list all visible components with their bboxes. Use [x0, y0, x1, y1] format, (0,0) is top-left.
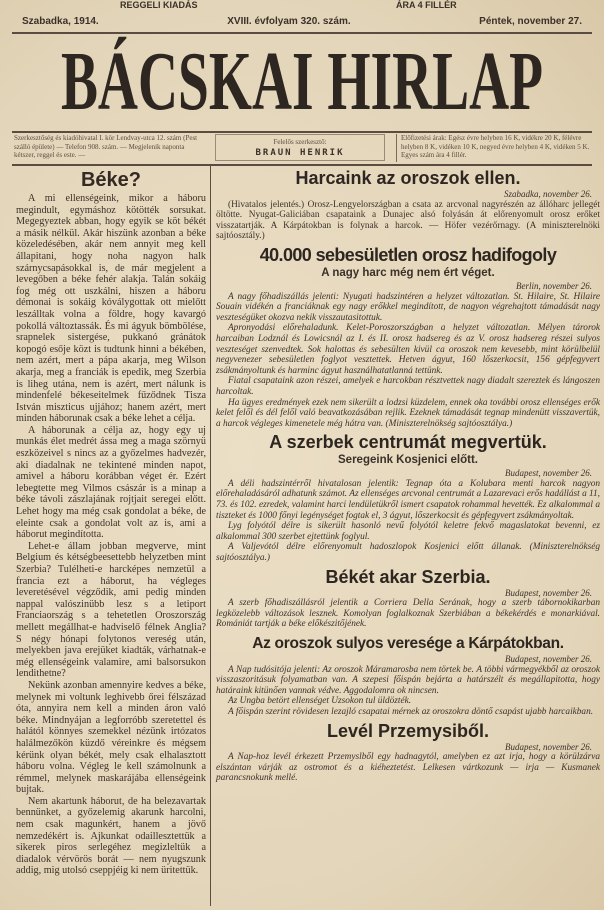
article-headline: Levél Przemysiből.: [326, 720, 490, 741]
edition-label: REGGELI KIADÁS: [120, 0, 198, 10]
price-label: ÁRA 4 FILLÉR: [396, 0, 457, 10]
masthead-title: BÁCSKAI HIRLAP: [60, 35, 544, 128]
paragraph: Az Ungba betört ellenséget Uzsokon tul üldözték.: [228, 696, 412, 707]
editor-label: Felelős szerkesztő:: [273, 138, 327, 146]
issue-date: Péntek, november 27.: [479, 16, 582, 27]
divider: [12, 164, 592, 166]
news-article: [216, 721, 600, 784]
article-dateline: Budapest, november 26.: [505, 587, 592, 598]
news-article: [216, 432, 600, 563]
subscription-prices: Előfizetési árak: Egész évre helyben 16 K, vidékre 20 K, félévre helyben 8 K, vidéken 10 K, negyed évre helyben 4 K, vidéken 5 K. Egyes szám ára 4 fillér.: [396, 134, 592, 162]
news-article: [216, 567, 600, 630]
article-dateline: Budapest, november 26.: [505, 468, 592, 479]
paragraph: A háborunak a célja az, hogy egy uj munkás élet medrét ássa meg a maga szörnyü eszközeivel s nincs az a győzelmes hadvezér, aki diadalnak ne tekintené minden napot, amivel a háboru korábban véget ér. Ezért lebegtette meg Vilmos császár is a minap a béke távoli zászlajának rojtjait seregei előtt. Lehet hogy ma még csak gondolat a béke, de eleinte csak a gondolat volt az is, ami a háborut megindította.: [16, 424, 206, 541]
paragraph: A mi ellenségeink, mikor a háboru megindult, egymáshoz kötötték sorsukat. Megegyeztek abban, hogy egyik se köt békét a másik nélkül. Akár hiszünk azonban a béke közeledésében, akár nem annyit meg kell állapitani, hogy noha nagyon halk szárnycsapásokkal is, de már megjelent a levegőben a béke fehér alakja. Talán sokáig fog még ott uszkálni, hiszen a háboru démonai is sokáig kóválygottak ott mielőtt leszálltak volna a földre, hogy kavargó pokollá változtassák. És mi ágyuk bömbölése, srapnelek sistergése, pukkanó gránátok kopogó esője közt is tudtunk hinni a békében, nem azért, mert a pápa akarja, meg Wilson akarja, meg a franciák is epedik, meg Szerbia is liheg utána, nem is azért, mert nálunk is mindenfelé békeseitelmek fűződnek Tisza István miszticus ujjához; hanem azért, mert minden háborunak csak a béke lehet a célja.: [16, 193, 206, 425]
editorial-title: Béke?: [80, 169, 142, 191]
news-article: [216, 168, 600, 242]
top-line: [0, 0, 604, 12]
paragraph: Lyg folyótól délre is sikerült hasonló nevű folyótól keletre fekvő magaslatokat bevenni, ez alkalommal 300 szerbet ejtettünk foglyul.: [216, 521, 600, 542]
article-headline: Harcaink az oroszok ellen.: [295, 168, 521, 188]
imprint-office: Szerkesztőség és kiadóhivatal I. kör Lendvay-utca 12. szám (Pest szálló épülete) — Telefon 908. szám. — Megjelenik naponta kétszer, reggel és este. —: [14, 134, 198, 159]
masthead: [12, 37, 592, 129]
paragraph: A Nap-hoz levél érkezett Przemyslből egy hadnagytól, amelyben ez azt irja, hogy a körülzárva elszántan várják az ostromot és a kiéheztetést. Lelkesen vártkozunk — irja — Kusmanek parancsnokunk mellé.: [216, 752, 600, 784]
article-headline: A szerbek centrumát megvertük.: [269, 432, 547, 453]
article-dateline: Budapest, november 26.: [505, 741, 592, 752]
imprint-editor: [215, 134, 385, 161]
editorial-article: [16, 168, 206, 877]
paragraph: A szerb főhadiszállásról jelentik a Corriera Della Serának, hogy a szerb tábornokikarban legközelebb változások lesznek. Komolyan foglalkoznak Szerbiában a békekérdés e monarkiával. Romániát tartják a béke előkészitőjének.: [216, 598, 600, 630]
article-dateline: Budapest, november 26.: [505, 654, 592, 664]
article-headline: 40.000 sebesületlen orosz hadifogoly: [259, 244, 557, 265]
dateline-bar: [22, 16, 582, 29]
article-dateline: Szabadka, november 26.: [504, 189, 592, 199]
news-column: [216, 168, 600, 787]
paragraph: Nem akartunk háborut, de ha belezavartak bennünket, a győzelemig akarunk harcolni, nem csak magunkért, hanem a jövő nemzedékért is. Ajkunkat odaillesztettük a sikerek piros serlegéhez megizleltük a diadalok vérvörös borát — nem nyugszunk addig, mig utolsó cseppjéig ki nem üritettük.: [16, 795, 206, 877]
column-divider: [210, 166, 211, 906]
news-article: [216, 245, 600, 429]
news-article: [216, 633, 600, 718]
paragraph: Apronyodási előrehaladunk. Kelet-Poroszországban a helyzet változatlan. Mélyen tárorok harcaiban Lodznál és Lowicsnál az I. és II. orosz hadsereg és az V. orosz hadsereg részei sulyos veszteséget szenvedtek. Sok halottas és sebesülten kivül ca oroszok nem kevesebb, mint körülbelül negyvenezer sebesületlen foglyot vesztettek. Hetven ágyut, 160 lőszerkocsit, 156 gépfegyvert zsákmányoltunk és harminc ágyut használhatatlanná tettünk.: [216, 323, 600, 376]
paragraph: Ha ügyes eredmények ezek nem sikerült a lodzsi küzdelem, ennek oka további orosz ellenséges erők kelet felől és dél felől való beavatkozásában rejlik. Ezeknek támadását tegnap mindenütt visszavertük, a harcok végleges kimenetele még hátra van. (Miniszterelnökség sajtóosztálya.): [216, 397, 600, 429]
paragraph: A Nap tudósitója jelenti: Az oroszok Máramarosba nem törtek be. A többi vármegyékből az oroszok visszaszoritásuk folyamatban van. A szepesi főispán bejárta a határszélt és megállapitotta, hogy határaink kitünően vannak védve. Aggodalomra ok nincsen.: [216, 664, 600, 696]
paragraph: (Hivatalos jelentés.) Orosz-Lengyelországban a csata az arcvonal nagyrészén az állóharc jellegét öltötte. Nyugat-Galiciában csapataink a Dunajec alsó folyásán át előrenyomult orosz erőket visszatartják. A Kárpátokban is folynak a harcok. — Höfer vezérőrnagy. (A miniszterelnöki sajtóosztály.): [216, 199, 600, 242]
divider: [12, 131, 592, 133]
paragraph: Nekünk azonban amennyire kedves a béke, melynek mi voltunk leghivebb őrei félszázad óta, annyira nem kell a minden áron való béke. Mindnyájan a legforróbb szeretettel és halától könnyes szemekkel nézünk irtózatos halálmezőkön küzdő véreinkre és mégsem kérünk olyan békét, mely csak elhalasztott háboru volna. Végleg le kell számolnunk a rémmel, melynek maskarájába ellenségeink bujtak.: [16, 679, 206, 796]
article-dateline: Berlin, november 26.: [516, 280, 592, 291]
editor-name: BRAUN HENRIK: [255, 147, 345, 158]
paragraph: A Valjevótól délre előrenyomult hadoszlopok Kosjenici előtt állanak. (Miniszterelnökség sajtóosztálya.): [216, 542, 600, 564]
city-year: Szabadka, 1914.: [22, 16, 99, 27]
article-subheadline: Seregeink Kosjenici előtt.: [338, 454, 478, 467]
article-headline: Békét akar Szerbia.: [325, 566, 491, 587]
paragraph: Lehet-e állam jobban megverve, mint Belgium és kétségbeesettebb helyzetben mint Szerbia? Tulélheti-e harcképes nemzetül a francia ezt a háborut, ha végleges leveretésével végződik, ami pedig minden nappal valószinübb lesz s a letiport Franciaország s a tehetetlen Oroszország mellett megállhat-e hadviselő félnek Anglia? S négy hónapi folytonos vereség után, melyekben java erejüket kiadták, várhatnak-e még ellenségeink valamire, ami balsorsukon lendithetne?: [16, 540, 206, 680]
paragraph: A nagy főhadiszállás jelenti: Nyugati hadszintéren a helyzet változatlan. St. Hilaire, St. Hilaire Souain vidékén a franciáknak egy nagy erőkkel megindított, de nagyon végrehajtott támadását nagy veszteségüket okozva nekik visszautasitottuk.: [216, 291, 600, 323]
article-headline: Az oroszok sulyos veresége a Kárpátokban.: [252, 635, 564, 652]
paragraph: A déli hadszintérről hivatalosan jelentik: Tegnap óta a Kolubara menti harcok nagyon előrehaladásáról adhatunk számot. Az ellenséges arcvonal centrumát a Lazarevaci erős hadállást a 11, 73. és 102. ezredek, valamint harci lendületükről ismert csapatok rohammal hevették. Ez alkalommal a tiszteket és 1000 főnyi legénységet fogtak el, 3 ágyut, lőszerkocsit és gépfegyvert zsákmányoltak.: [216, 478, 600, 521]
paragraph: Fiatal csapataink azon részei, amelyek e harcokban résztvettek nagy diadalt szereztek és lángoszen harcoltak.: [216, 376, 600, 397]
divider: [12, 32, 592, 34]
paragraph: A főispán szerint rövidesen lezajló csapatai mérnek az oroszokra döntő csapást ujabb harcaikban.: [228, 706, 594, 717]
article-subheadline: A nagy harc még nem ért véget.: [321, 266, 495, 279]
volume-number: XVIII. évfolyam 320. szám.: [227, 16, 351, 27]
